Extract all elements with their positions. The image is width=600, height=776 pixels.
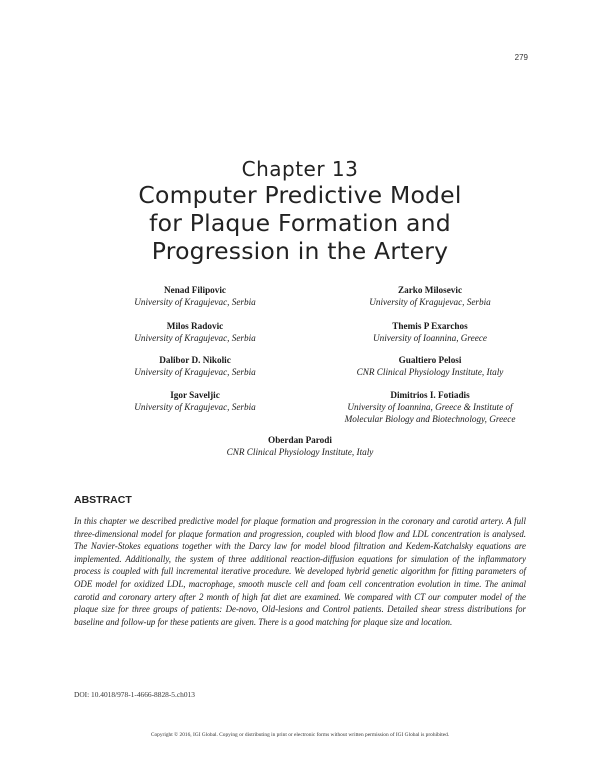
author-affiliation: University of Kragujevac, Serbia [134, 333, 256, 343]
author-name: Milos Radovic [166, 321, 224, 331]
page-number: 279 [514, 53, 528, 62]
author-name: Igor Saveljic [170, 390, 220, 400]
title-line: Progression in the Artery [151, 237, 449, 265]
author-block [110, 354, 280, 378]
author-name: Gualtiero Pelosi [398, 355, 462, 365]
doi: DOI: 10.4018/978-1-4666-8828-5.ch013 [74, 690, 195, 699]
author-block [110, 320, 280, 344]
author-block [310, 389, 550, 425]
author-affiliation: University of Kragujevac, Serbia [369, 297, 491, 307]
author-affiliation: University of Kragujevac, Serbia [134, 297, 256, 307]
author-affiliation: CNR Clinical Physiology Institute, Italy [226, 447, 374, 457]
author-block [310, 354, 550, 378]
author-name: Themis P Exarchos [392, 321, 468, 331]
abstract-text: In this chapter we described predictive model for plaque formation and progression in the coronary and carotid artery. A full three-dimensional model for plaque formation and progression, coupled with blood flow and LDL concentration is analysed. The Navier-Stokes equations together with the Darcy law for model blood filtration and Kedem-Katchalsky equations are implemented. Additionally, the system of three additional reaction-diffusion equations for simulation of the inflammatory process is coupled with full incremental iterative procedure. We developed hybrid genetic algorithm for fitting parameters of ODE model for oxidized LDL, macrophage, smooth muscle cell and foam cell concentration evolution in time. The animal carotid and coronary artery after 2 month of high fat diet are examined. We compared with CT our computer model of the plaque size for three groups of patients: De-novo, Old-lesions and Control patients. Detailed shear stress distributions for baseline and follow-up for these patients are given. There is a good matching for plaque size and location. [74, 516, 526, 627]
author-block [200, 434, 400, 458]
author-name: Zarko Milosevic [397, 285, 463, 295]
author-name: Dalibor D. Nikolic [159, 355, 231, 365]
author-affiliation: University of Ioannina, Greece [373, 333, 487, 343]
author-name: Dimitrios I. Fotiadis [390, 390, 470, 400]
copyright-notice: Copyright © 2016, IGI Global. Copying or distributing in print or electronic forms without written permission of IGI Global is prohibited. [150, 732, 450, 738]
abstract-heading: ABSTRACT [74, 494, 132, 506]
author-name: Oberdan Parodi [268, 435, 332, 445]
author-name: Nenad Filipovic [163, 285, 227, 295]
author-block [310, 320, 550, 344]
title-line: for Plaque Formation and [149, 209, 451, 237]
author-affiliation: University of Kragujevac, Serbia [134, 367, 256, 377]
chapter-label: Chapter 13 [241, 157, 359, 181]
author-block [110, 284, 280, 308]
author-affiliation: CNR Clinical Physiology Institute, Italy [356, 367, 504, 377]
title-line: Computer Predictive Model [138, 181, 462, 209]
author-affiliation: Molecular Biology and Biotechnology, Greece [344, 414, 516, 424]
author-affiliation: University of Ioannina, Greece & Institute of [347, 402, 513, 412]
chapter-title [0, 181, 600, 265]
author-affiliation: University of Kragujevac, Serbia [134, 402, 256, 412]
author-block [310, 284, 550, 308]
author-block [110, 389, 280, 413]
